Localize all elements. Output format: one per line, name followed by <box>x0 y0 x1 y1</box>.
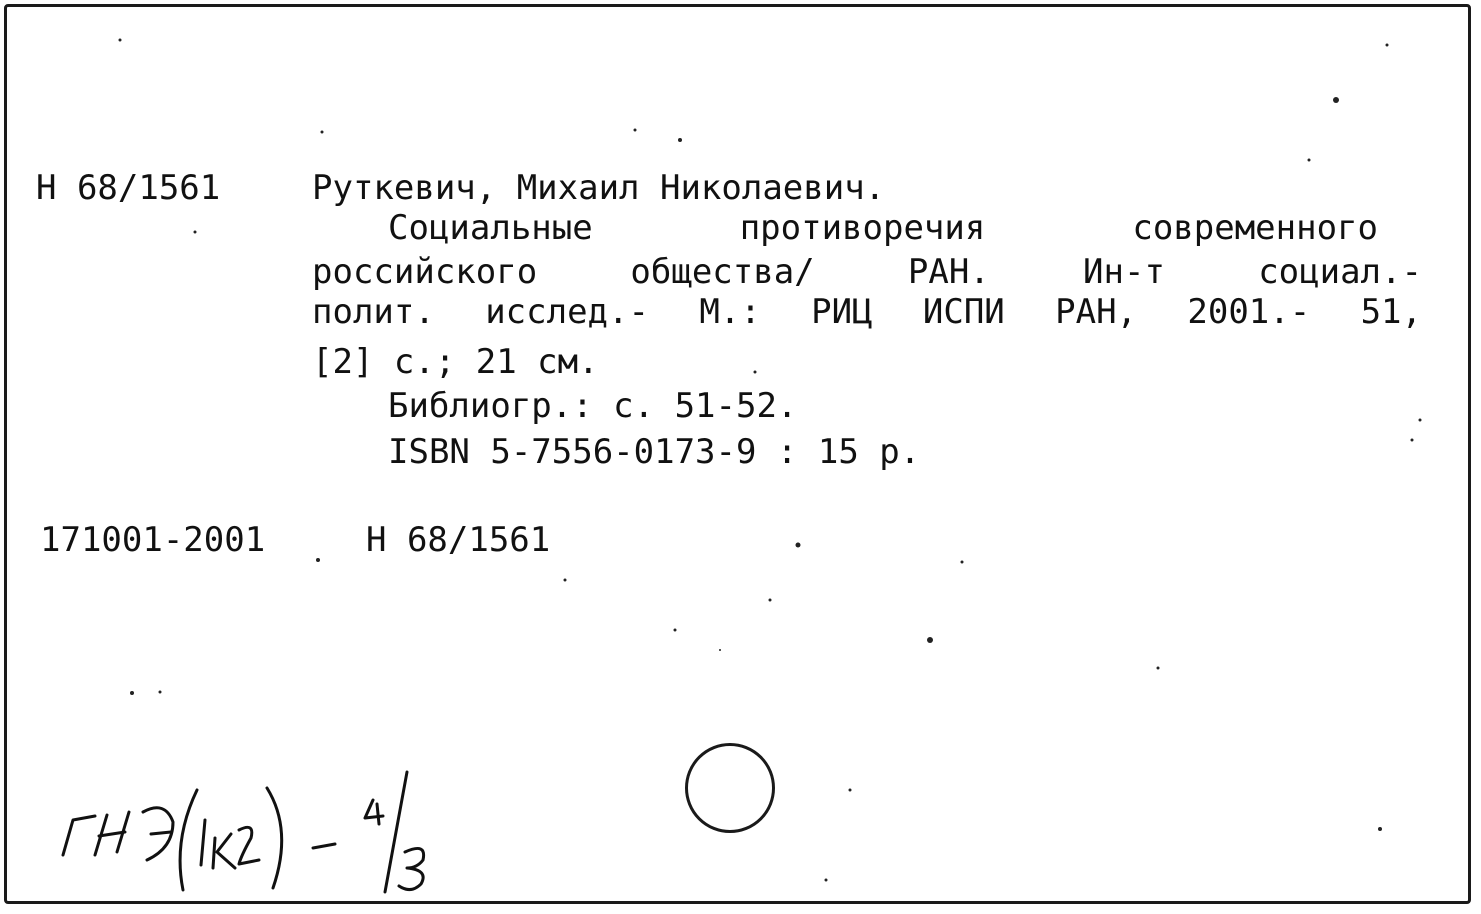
imprint-word: 2001.- <box>1187 292 1311 332</box>
imprint-word: 51, <box>1360 292 1422 332</box>
title-word: РАН. <box>907 252 990 292</box>
imprint-word: М.: <box>699 292 761 332</box>
call-number-bottom: Н 68/1561 <box>366 520 551 560</box>
isbn-line: ISBN 5-7556-0173-9 : 15 р. <box>388 432 921 472</box>
title-word: современного <box>1132 208 1378 248</box>
imprint-word: РАН, <box>1055 292 1138 332</box>
title-line-1 <box>388 208 1378 248</box>
title-line-3 <box>312 292 1422 332</box>
call-number: Н 68/1561 <box>36 168 221 208</box>
imprint-word: ИСПИ <box>922 292 1005 332</box>
handwritten-note <box>55 760 465 900</box>
author-heading: Руткевич, Михаил Николаевич. <box>312 168 886 208</box>
imprint-word: РИЦ <box>811 292 873 332</box>
physical-description: [2] с.; 21 см. <box>312 342 599 382</box>
punched-hole <box>685 743 775 833</box>
bibliography-note: Библиогр.: с. 51-52. <box>388 386 798 426</box>
title-line-2 <box>312 252 1422 292</box>
title-word: Ин-т <box>1083 252 1165 292</box>
accession-number: 171001-2001 <box>40 520 266 560</box>
title-word: социал.- <box>1258 252 1422 292</box>
imprint-word: полит. <box>312 292 435 332</box>
title-word: противоречия <box>739 208 986 248</box>
title-word: общества/ <box>630 252 815 292</box>
title-word: российского <box>312 252 538 292</box>
imprint-word: исслед.- <box>485 292 649 332</box>
title-word: Социальные <box>388 208 593 248</box>
